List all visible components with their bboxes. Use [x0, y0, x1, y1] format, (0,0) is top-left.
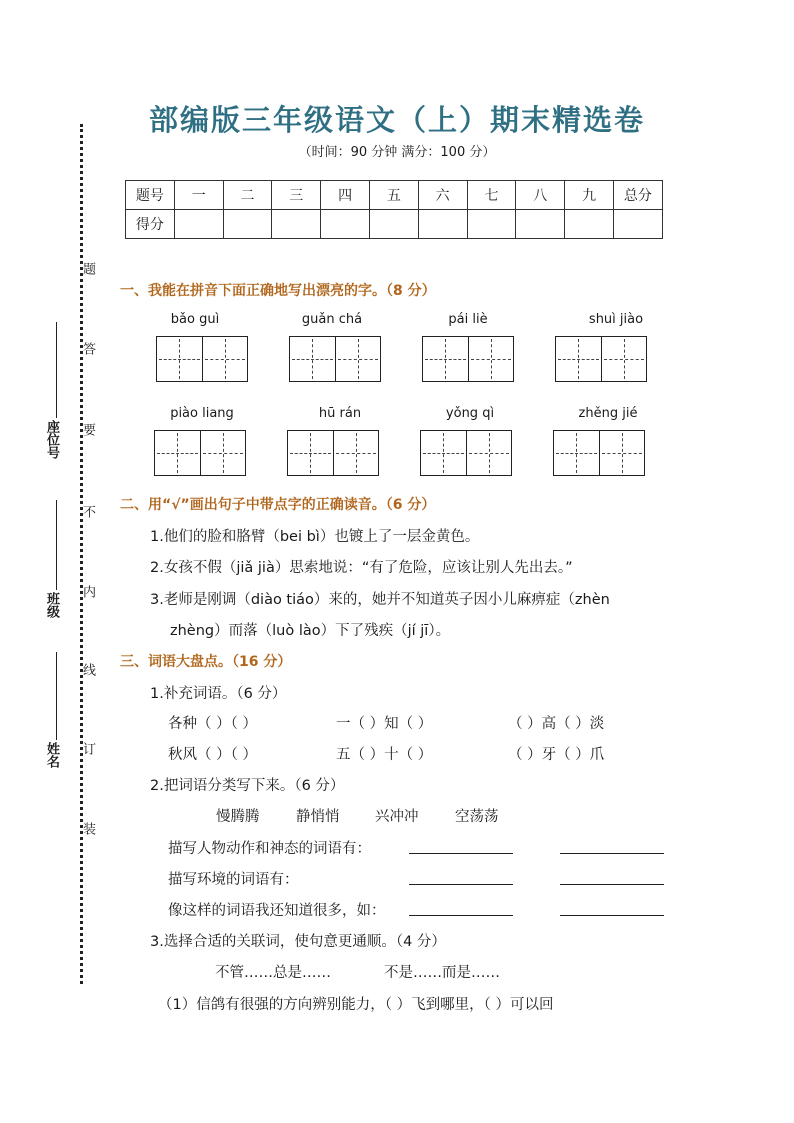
table-cell: 八 — [516, 181, 565, 210]
binding-dotted-line — [80, 124, 83, 984]
writing-grid[interactable] — [422, 336, 514, 382]
pinyin-label: zhěng jié — [578, 406, 638, 421]
table-cell: 七 — [467, 181, 516, 210]
fill-word[interactable]: （ ）高（ ）淡 — [508, 716, 605, 732]
subquestion-title: 3.选择合适的关联词，使句意更通顺。（4 分） — [150, 934, 446, 950]
classification-prompt: 描写环境的词语有： — [168, 872, 299, 888]
score-cell[interactable] — [516, 210, 565, 239]
section-1-heading: 一、我能在拼音下面正确地写出漂亮的字。（8 分） — [120, 283, 436, 299]
score-cell[interactable] — [174, 210, 223, 239]
question-text: zhèng）而落（luò lào）下了残疾（jí jī）。 — [170, 623, 451, 639]
word-item: 兴冲冲 — [375, 809, 419, 825]
cut-char: 装 — [80, 822, 95, 835]
score-cell[interactable] — [467, 210, 516, 239]
score-table — [125, 180, 663, 239]
score-cell[interactable] — [418, 210, 467, 239]
writing-grid[interactable] — [289, 336, 381, 382]
table-cell: 三 — [272, 181, 321, 210]
word-item: 静悄悄 — [296, 809, 340, 825]
pinyin-label: pái liè — [448, 312, 488, 327]
subquestion-title: 1.补充词语。（6 分） — [150, 686, 287, 702]
answer-line[interactable] — [560, 915, 664, 916]
subquestion-title: 2.把词语分类写下来。（6 分） — [150, 778, 345, 794]
name-line[interactable] — [56, 652, 57, 740]
class-line[interactable] — [56, 500, 57, 590]
table-cell: 六 — [418, 181, 467, 210]
section-2-heading: 二、用“√”画出句子中带点字的正确读音。（6 分） — [120, 497, 436, 513]
fill-word[interactable]: （ ）牙（ ）爪 — [508, 747, 605, 763]
cut-char: 内 — [80, 585, 95, 598]
pinyin-label: bǎo guì — [170, 312, 220, 327]
fill-word[interactable]: 一（ ）知（ ） — [336, 716, 433, 732]
question-text: 3.老师是刚调（diào tiáo）来的，她并不知道英子因小儿麻痹症（zhèn — [150, 592, 610, 608]
class-label: 班级 — [44, 592, 59, 618]
conjunction-option: 不管……总是…… — [215, 965, 331, 981]
classification-prompt: 描写人物动作和神态的词语有： — [168, 841, 371, 857]
seat-number-line[interactable] — [56, 322, 57, 418]
answer-line[interactable] — [560, 853, 664, 854]
writing-grid[interactable] — [154, 430, 246, 476]
question-text: （1）信鸽有很强的方向辨别能力，（ ）飞到哪里，（ ）可以回 — [158, 997, 554, 1013]
score-cell[interactable] — [321, 210, 370, 239]
fill-word[interactable]: 各种（ ）（ ） — [168, 716, 257, 732]
fill-word[interactable]: 五（ ）十（ ） — [336, 747, 433, 763]
pinyin-label: yǒng qì — [445, 406, 495, 421]
word-item: 空荡荡 — [455, 809, 499, 825]
score-cell[interactable] — [272, 210, 321, 239]
writing-grid[interactable] — [420, 430, 512, 476]
score-cell[interactable] — [613, 210, 662, 239]
table-cell: 五 — [369, 181, 418, 210]
pinyin-label: hū rán — [318, 406, 362, 421]
answer-line[interactable] — [409, 853, 513, 854]
table-cell: 二 — [223, 181, 272, 210]
question-text: 2.女孩不假（jiǎ jià）思索地说：“有了危险，应该让别人先出去。” — [150, 560, 573, 576]
table-cell: 九 — [565, 181, 614, 210]
answer-line[interactable] — [560, 884, 664, 885]
seat-number-label: 座位号 — [44, 420, 59, 459]
table-cell: 一 — [174, 181, 223, 210]
score-cell[interactable] — [565, 210, 614, 239]
score-cell[interactable] — [369, 210, 418, 239]
classification-prompt: 像这样的词语我还知道很多，如： — [168, 903, 386, 919]
pinyin-label: piào liang — [170, 406, 234, 421]
writing-grid[interactable] — [287, 430, 379, 476]
cut-char: 线 — [80, 663, 95, 676]
question-text: 1.他们的脸和胳臂（bei bì）也镀上了一层金黄色。 — [150, 529, 480, 545]
table-row — [126, 181, 663, 210]
score-cell[interactable] — [223, 210, 272, 239]
cut-char: 题 — [80, 262, 95, 275]
table-row — [126, 210, 663, 239]
cut-char: 不 — [80, 505, 95, 518]
table-cell: 得分 — [126, 210, 175, 239]
writing-grid[interactable] — [555, 336, 647, 382]
conjunction-option: 不是……而是…… — [384, 965, 500, 981]
word-item: 慢腾腾 — [216, 809, 260, 825]
cut-char: 订 — [80, 742, 95, 755]
section-3-heading: 三、词语大盘点。（16 分） — [120, 654, 292, 670]
name-label: 姓名 — [44, 742, 59, 768]
fill-word[interactable]: 秋风（ ）（ ） — [168, 747, 257, 763]
table-cell: 题号 — [126, 181, 175, 210]
page-title: 部编版三年级语文（上）期末精选卷 — [148, 103, 645, 137]
table-cell: 四 — [321, 181, 370, 210]
exam-info: （时间：90 分钟 满分：100 分） — [298, 145, 496, 160]
cut-char: 答 — [80, 342, 95, 355]
pinyin-label: shuì jiào — [588, 312, 644, 327]
writing-grid[interactable] — [156, 336, 248, 382]
answer-line[interactable] — [409, 884, 513, 885]
answer-line[interactable] — [409, 915, 513, 916]
table-cell: 总分 — [613, 181, 662, 210]
writing-grid[interactable] — [553, 430, 645, 476]
pinyin-label: guǎn chá — [301, 312, 363, 327]
cut-char: 要 — [80, 423, 95, 436]
